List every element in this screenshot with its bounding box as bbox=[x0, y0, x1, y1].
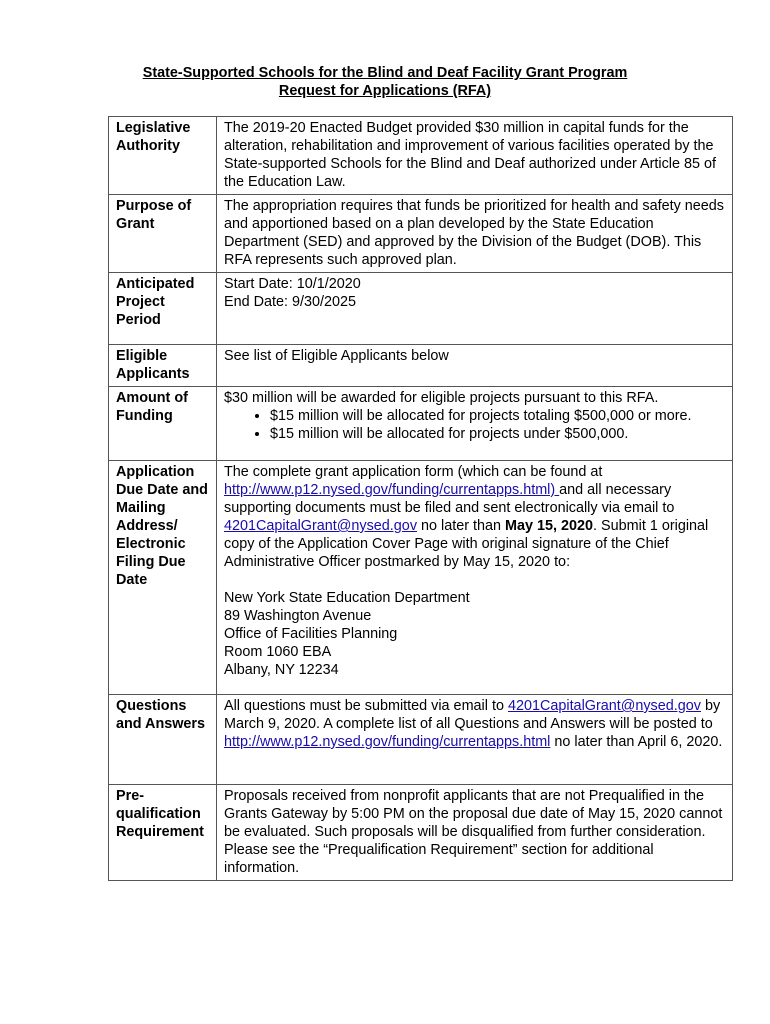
funding-bullet: • $15 million will be allocated for projects under $500,000. bbox=[270, 425, 729, 443]
document-title bbox=[0, 64, 770, 100]
label-eligible-applicants: Eligible Applicants bbox=[109, 345, 217, 387]
label-amount-of-funding: Amount of Funding bbox=[109, 387, 217, 461]
row-questions-and-answers bbox=[109, 695, 733, 785]
text-legislative-authority: The 2019-20 Enacted Budget provided $30 million in capital funds for the alteration, rehabilitation and improvement of various facilities operated by the State-supported Schools for the Blind and Deaf authorized under Article 85 of the Education Law. bbox=[217, 117, 733, 195]
end-date: End Date: 9/30/2025 bbox=[224, 294, 357, 310]
address-line: Albany, NY 12234 bbox=[224, 662, 339, 678]
title-line-1: State-Supported Schools for the Blind and Deaf Facility Grant Program bbox=[142, 65, 628, 81]
label-project-period: Anticipated Project Period bbox=[109, 273, 217, 345]
start-date: Start Date: 10/1/2020 bbox=[224, 276, 361, 292]
application-instructions bbox=[224, 463, 729, 571]
text-eligible-applicants: See list of Eligible Applicants below bbox=[217, 345, 733, 387]
label-purpose-of-grant: Purpose of Grant bbox=[109, 195, 217, 273]
rfa-summary-table bbox=[108, 116, 733, 881]
text-prequalification: Proposals received from nonprofit applicants that are not Prequalified in the Grants Gateway by 5:00 PM on the proposal due date of May 15, 2020 cannot be evaluated. Such proposals will be disqualified from further consideration. Please see the “Prequalification Requirement” section for additional information. bbox=[217, 785, 733, 881]
questions-email-link[interactable]: 4201CapitalGrant@nysed.gov bbox=[507, 698, 701, 714]
application-text-4: . Submit 1 original copy of the Application Cover Page with original signature of the Chief Administrative Officer postmarked by May 15, 2020 to: bbox=[224, 518, 709, 570]
address-line: Office of Facilities Planning bbox=[224, 626, 398, 642]
funding-intro: $30 million will be awarded for eligible projects pursuant to this RFA. bbox=[224, 390, 659, 406]
questions-text-3: no later than April 6, 2020. bbox=[550, 734, 723, 750]
application-text-1: The complete grant application form (which can be found at bbox=[224, 464, 603, 480]
project-period-dates bbox=[217, 273, 733, 345]
label-questions-and-answers: Questions and Answers bbox=[109, 695, 217, 785]
label-legislative-authority: Legislative Authority bbox=[109, 117, 217, 195]
application-text-3: no later than bbox=[417, 518, 506, 534]
row-purpose-of-grant bbox=[109, 195, 733, 273]
current-apps-link[interactable]: http://www.p12.nysed.gov/funding/currentapps.html) bbox=[224, 482, 560, 498]
funding-bullet-list bbox=[224, 407, 729, 443]
title-line-2: Request for Applications (RFA) bbox=[278, 83, 492, 99]
funding-bullet: • $15 million will be allocated for projects totaling $500,000 or more. bbox=[270, 407, 729, 425]
label-application-due-date: Application Due Date and Mailing Address/ Electronic Filing Due Date bbox=[109, 461, 217, 695]
application-text-2: and all necessary supporting documents must be filed and sent electronically via email to bbox=[224, 482, 675, 516]
application-details bbox=[217, 461, 733, 695]
label-prequalification: Pre-qualification Requirement bbox=[109, 785, 217, 881]
address-line: New York State Education Department bbox=[224, 590, 470, 606]
questions-details bbox=[217, 695, 733, 785]
row-application-due-date bbox=[109, 461, 733, 695]
row-amount-of-funding bbox=[109, 387, 733, 461]
text-purpose-of-grant: The appropriation requires that funds be prioritized for health and safety needs and apportioned based on a plan developed by the State Education Department (SED) and approved by the Division of the Budget (DOB). This RFA represents such approved plan. bbox=[217, 195, 733, 273]
address-line: Room 1060 EBA bbox=[224, 644, 332, 660]
due-date: May 15, 2020 bbox=[505, 518, 594, 534]
row-project-period bbox=[109, 273, 733, 345]
address-line: 89 Washington Avenue bbox=[224, 608, 372, 624]
questions-posting-link[interactable]: http://www.p12.nysed.gov/funding/currentapps.html bbox=[224, 734, 551, 750]
questions-text-2: by March 9, 2020. A complete list of all Questions and Answers will be posted to bbox=[224, 698, 721, 732]
mailing-address bbox=[224, 589, 729, 679]
funding-details bbox=[217, 387, 733, 461]
row-legislative-authority bbox=[109, 117, 733, 195]
row-prequalification bbox=[109, 785, 733, 881]
row-eligible-applicants bbox=[109, 345, 733, 387]
questions-text-1: All questions must be submitted via email to bbox=[224, 698, 508, 714]
grant-email-link[interactable]: 4201CapitalGrant@nysed.gov bbox=[224, 518, 418, 534]
